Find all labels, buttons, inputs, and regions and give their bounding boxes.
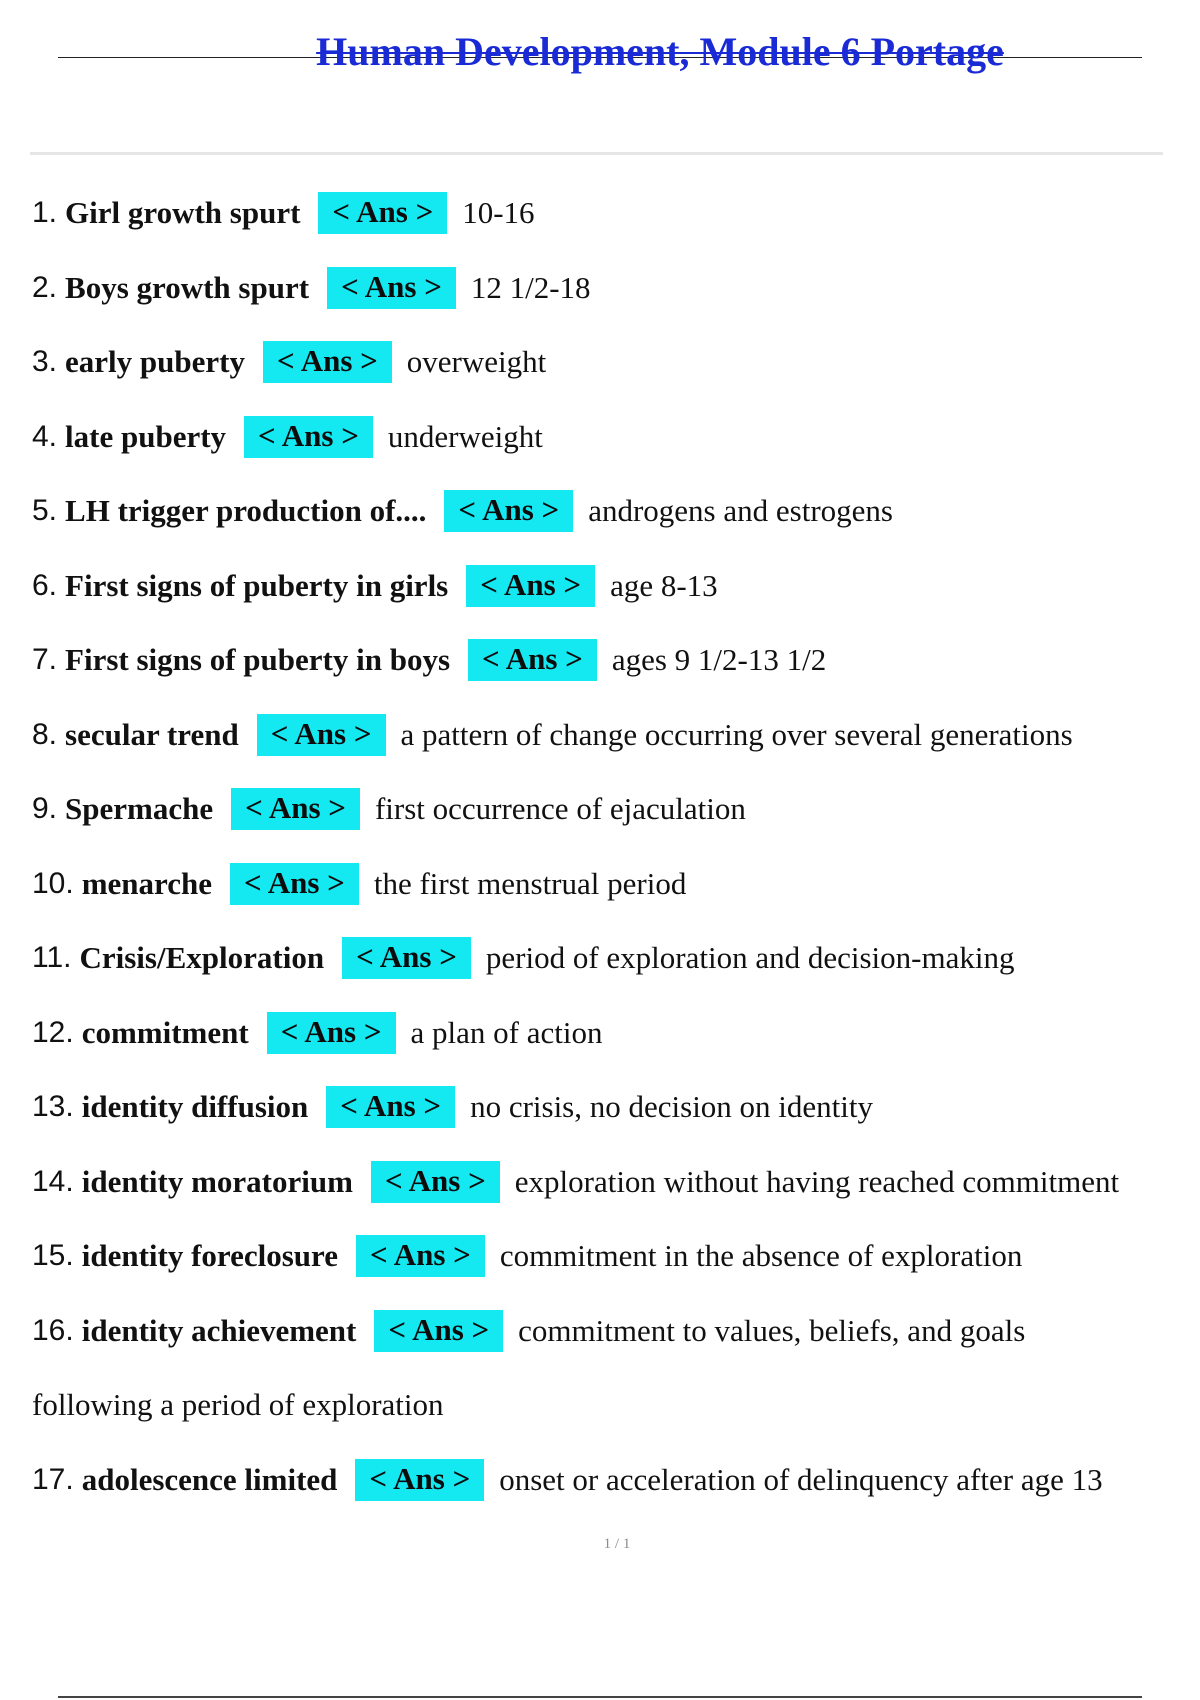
item-answer: 10-16 (462, 195, 535, 231)
item-term: identity foreclosure (81, 1238, 338, 1274)
item-term: menarche (81, 865, 213, 901)
item-answer: overweight (406, 344, 547, 380)
item-number: 9. (32, 792, 58, 826)
bottom-rule (58, 1696, 1142, 1698)
list-item (32, 1219, 1182, 1294)
item-term: Spermache (65, 791, 214, 827)
qa-list (32, 176, 1182, 1517)
list-item-continuation (32, 1368, 1182, 1443)
list-item (32, 698, 1182, 773)
list-item (32, 474, 1182, 549)
item-answer: a pattern of change occurring over several generations (400, 716, 1073, 752)
item-term: secular trend (65, 716, 239, 752)
item-number: 6. (32, 568, 58, 602)
item-term: identity achievement (81, 1312, 357, 1348)
item-answer: ages 9 1/2-13 1/2 (611, 642, 827, 678)
item-term: Crisis/Exploration (79, 940, 325, 976)
answer-badge[interactable]: < Ans > (326, 1086, 455, 1128)
answer-badge[interactable]: < Ans > (466, 565, 595, 607)
answer-badge[interactable]: < Ans > (230, 863, 359, 905)
answer-badge[interactable]: < Ans > (468, 639, 597, 681)
item-number: 13. (32, 1090, 74, 1124)
item-number: 11. (32, 941, 72, 975)
item-number: 17. (32, 1462, 74, 1496)
list-item (32, 400, 1182, 475)
item-answer: first occurrence of ejaculation (374, 791, 746, 827)
list-item (32, 176, 1182, 251)
item-answer: exploration without having reached commitment (514, 1163, 1120, 1199)
answer-badge[interactable]: < Ans > (257, 714, 386, 756)
item-answer: commitment in the absence of exploration (499, 1238, 1023, 1274)
item-number: 2. (32, 270, 58, 304)
item-answer: commitment to values, beliefs, and goals (518, 1312, 1026, 1348)
item-term: LH trigger production of.... (65, 493, 427, 529)
item-term: Boys growth spurt (65, 269, 310, 305)
header-separator (30, 152, 1163, 155)
item-term: late puberty (65, 418, 227, 454)
item-term: First signs of puberty in girls (65, 567, 449, 603)
list-item (32, 549, 1182, 624)
answer-badge[interactable]: < Ans > (318, 192, 447, 234)
item-answer: onset or acceleration of delinquency after age 13 (499, 1461, 1103, 1497)
list-item (32, 996, 1182, 1071)
list-item (32, 921, 1182, 996)
answer-badge[interactable]: < Ans > (267, 1012, 396, 1054)
item-number: 12. (32, 1015, 74, 1049)
item-number: 7. (32, 643, 58, 677)
document-title: Human Development, Module 6 Portage (316, 29, 1004, 74)
item-answer: no crisis, no decision on identity (470, 1089, 874, 1125)
item-term: commitment (81, 1014, 249, 1050)
item-number: 14. (32, 1164, 74, 1198)
list-item (32, 772, 1182, 847)
item-number: 5. (32, 494, 58, 528)
page-number: 1 / 1 (603, 1536, 631, 1552)
list-item (32, 251, 1182, 326)
item-term: identity moratorium (81, 1163, 353, 1199)
list-item (32, 1443, 1182, 1518)
item-answer: a plan of action (410, 1014, 603, 1050)
list-item (32, 1145, 1182, 1220)
list-item (32, 1294, 1182, 1369)
item-answer: 12 1/2-18 (470, 269, 591, 305)
item-answer-continuation: following a period of exploration (32, 1387, 444, 1423)
answer-badge[interactable]: < Ans > (444, 490, 573, 532)
item-term: identity diffusion (81, 1089, 309, 1125)
list-item (32, 623, 1182, 698)
item-term: early puberty (65, 344, 245, 380)
item-term: First signs of puberty in boys (65, 642, 451, 678)
item-answer: underweight (387, 418, 543, 454)
item-number: 3. (32, 345, 58, 379)
answer-badge[interactable]: < Ans > (371, 1161, 500, 1203)
answer-badge[interactable]: < Ans > (342, 937, 471, 979)
list-item (32, 325, 1182, 400)
item-number: 15. (32, 1239, 74, 1273)
item-number: 8. (32, 717, 58, 751)
answer-badge[interactable]: < Ans > (263, 341, 392, 383)
item-number: 1. (32, 196, 58, 230)
answer-badge[interactable]: < Ans > (374, 1310, 503, 1352)
item-answer: androgens and estrogens (588, 493, 893, 529)
item-answer: period of exploration and decision-making (485, 940, 1015, 976)
answer-badge[interactable]: < Ans > (356, 1235, 485, 1277)
item-number: 10. (32, 866, 74, 900)
item-term: adolescence limited (81, 1461, 338, 1497)
item-number: 16. (32, 1313, 74, 1347)
answer-badge[interactable]: < Ans > (327, 267, 456, 309)
list-item (32, 847, 1182, 922)
answer-badge[interactable]: < Ans > (231, 788, 360, 830)
answer-badge[interactable]: < Ans > (355, 1459, 484, 1501)
list-item (32, 1070, 1182, 1145)
item-number: 4. (32, 419, 58, 453)
item-term: Girl growth spurt (65, 195, 301, 231)
item-answer: the first menstrual period (373, 865, 687, 901)
item-answer: age 8-13 (610, 567, 718, 603)
answer-badge[interactable]: < Ans > (244, 416, 373, 458)
